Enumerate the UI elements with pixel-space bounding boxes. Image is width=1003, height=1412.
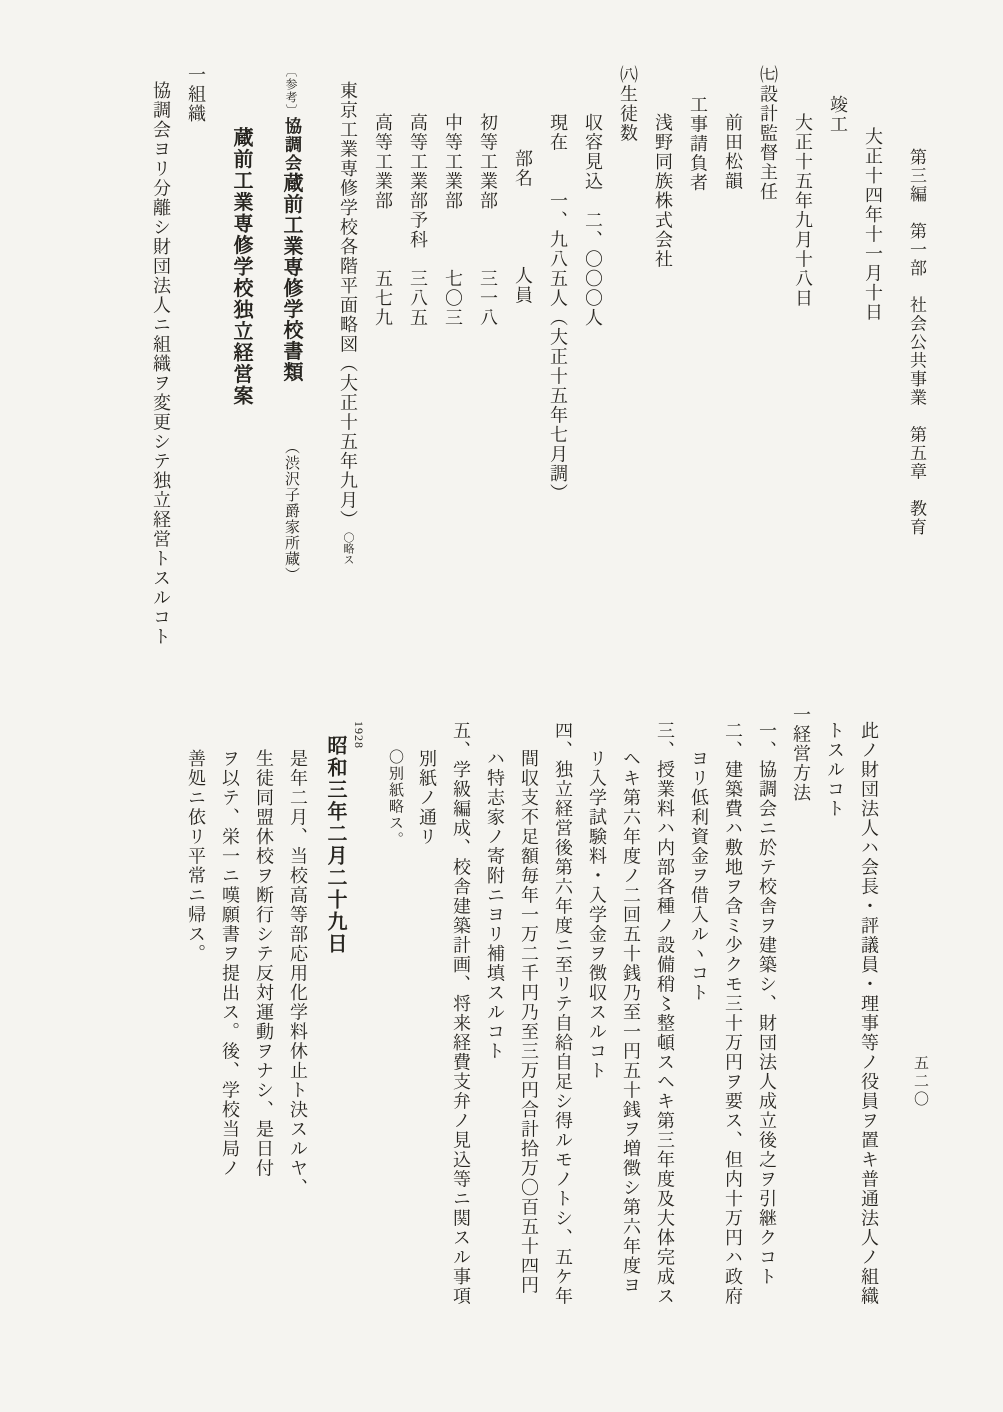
item-2-construction-cost: 二、建築費ハ敷地ヲ含ミ少クモ三十万円ヲ要ス、但内十万円ハ政府: [723, 721, 743, 1306]
caption-floor-plan-omitted-note: 〇略ス: [342, 531, 354, 565]
reference-tag: 〔参考〕: [284, 65, 298, 117]
row-higher-dept: 高等工業部 五七九: [373, 113, 393, 328]
item-5-class-plan: 五、学級編成、校舎建築計画、将来経費支弁ノ見込等ニ関スル事項: [451, 721, 471, 1306]
heading-contractor: 工事請負者: [688, 95, 708, 193]
item-3-tuition: 三、授業料ハ内部各種ノ設備稍〻整頓スヘキ第三年度及大体完成ス: [655, 721, 675, 1306]
item-3-continuation-1: ヘキ第六年度ノ二回五十銭乃至一円五十銭ヲ増徴シ第六年度ヨ: [621, 749, 641, 1295]
body-event-line-3: ヲ以テ、栄一ニ嘆願書ヲ提出ス。後、学校当局ノ: [220, 749, 240, 1178]
name-maeda-shoin: 前田松韻: [723, 113, 743, 191]
item-4-continuation-1: 間収支不足額毎年一万二千円乃至三万円合計拾万〇百五十四円: [519, 749, 539, 1295]
page-number: 五二〇: [912, 1055, 928, 1109]
caption-floor-plan: [339, 65, 357, 710]
heading-organization: 一組織: [186, 65, 206, 124]
body-foundation-officers: 此ノ財団法人ハ会長・評議員・理事等ノ役員ヲ置キ普通法人ノ組織: [859, 721, 879, 1306]
top-text-block: [135, 65, 882, 710]
body-event-line-2: 生徒同盟休校ヲ断行シテ反対運動ヲナシ、是日付: [254, 749, 274, 1178]
note-attachment-omitted: 〇別紙略ス。: [387, 749, 403, 848]
heading-completion: 竣工: [828, 95, 848, 134]
year-1928: 1928: [352, 721, 366, 749]
subtitle-independence-plan: 蔵前工業専修学校独立経営案: [230, 127, 252, 407]
date-showa3-heading: 昭和三年二月二十九日: [324, 735, 346, 955]
body-organization: 協調会ヨリ分離シ財団法人ニ組織ヲ変更シテ独立経営トスルコト: [151, 81, 171, 647]
table-header-dept-staff: 部名 人員: [513, 149, 533, 305]
reference-title-column: [281, 65, 301, 710]
heading-student-count: ㈧生徒数: [618, 65, 638, 143]
row-capacity: 収容見込 二、〇〇〇人: [583, 113, 603, 328]
item-4-self-sufficiency: 四、独立経営後第六年度ニ至リテ自給自足シ得ルモノトシ、五ケ年: [553, 721, 573, 1306]
heading-management-method: 一経営方法: [791, 705, 811, 803]
caption-floor-plan-text: 東京工業専修学校各階平面略図（大正十五年九月）: [338, 81, 358, 530]
name-asano-dozoku: 浅野同族株式会社: [653, 113, 673, 269]
item-5-continuation: 別紙ノ通リ: [417, 749, 437, 847]
running-head: 第三編 第一部 社会公共事業 第五章 教育: [907, 148, 926, 537]
row-elementary-dept: 初等工業部 三一八: [478, 113, 498, 328]
row-current-enrollment: 現在 一、九八五人（大正十五年七月調）: [548, 113, 568, 503]
date-taisho14-line: 大正十四年十一月十日: [863, 127, 883, 322]
body-foundation-cont: トスルコト: [825, 721, 845, 819]
item-1-school-building: 一、協調会ニ於テ校舎ヲ建築シ、財団法人成立後之ヲ引継クコト: [757, 721, 777, 1287]
row-middle-dept: 中等工業部 七〇三: [443, 113, 463, 328]
item-3-continuation-2: リ入学試験料・入学金ヲ徴収スルコト: [587, 749, 607, 1081]
reference-owner: （渋沢子爵家所蔵）: [283, 382, 299, 583]
row-higher-prep-dept: 高等工業部予科 三八五: [408, 113, 428, 328]
reference-org: 協調会: [282, 117, 301, 173]
body-event-line-1: 是年二月、当校高等部応用化学料休止ト決スルヤ、: [288, 749, 308, 1198]
item-2-continuation: ヨリ低利資金ヲ借入ルヽコト: [689, 749, 709, 1003]
item-4-continuation-2: ハ特志家ノ寄附ニヨリ補填スルコト: [485, 749, 505, 1061]
date-taisho15-line: 大正十五年九月十八日: [793, 113, 813, 308]
reference-document-title: 蔵前工業専修学校書類: [280, 172, 302, 383]
heading-design-supervisor: ㈦設計監督主任: [758, 65, 778, 202]
body-event-line-4: 善処ニ依リ平常ニ帰ス。: [186, 749, 206, 964]
bottom-text-block: [171, 705, 878, 1370]
